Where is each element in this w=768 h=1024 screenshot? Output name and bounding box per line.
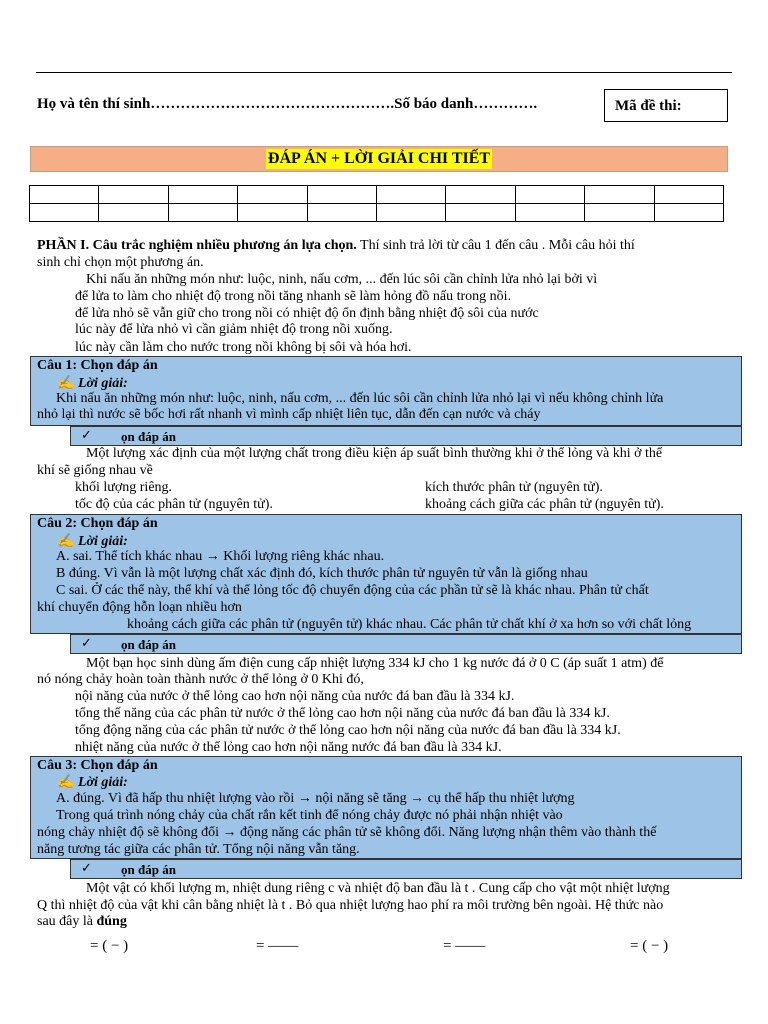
q3-solution-box — [30, 756, 742, 859]
q2-solution-header — [57, 533, 128, 550]
candidate-info-line: Họ và tên thí sinh………………………………………….Số báo danh…………. — [37, 96, 538, 112]
check-icon: ✓ — [81, 860, 92, 875]
q3-stem-1: Một bạn học sinh dùng ấm điện cung cấp nhiệt lượng 334 kJ cho 1 kg nước đá ở 0 C (áp suất 1 atm) để — [86, 656, 664, 671]
q3-solution-2: Trong quá trình nóng chảy của chất rắn kết tinh để nóng chảy được nó phải nhận nhiệt vào — [56, 808, 563, 823]
q3-option-b: tổng thế năng của các phân tử nước ở thể lỏng cao hơn nội năng của nước đá ban đầu là 334 kJ. — [75, 706, 610, 721]
exam-code-box: Mã đề thi: — [604, 89, 728, 122]
q1-solution-1: Khi nấu ăn những món như: luộc, ninh, nấu cơm, ... đến lúc sôi cần chỉnh lửa nhỏ lại vì nếu không chỉnh lửa — [56, 391, 664, 406]
answer-banner — [30, 146, 728, 172]
q4-option-c-formula: = —— — [443, 938, 486, 954]
q4-stem-emphasis: đúng — [96, 914, 127, 929]
q3-solution-4: năng tương tác giữa các phân tử. Tổng nội năng vẫn tăng. — [37, 842, 360, 857]
q2-solution-box — [30, 514, 742, 634]
pen-icon: ✍ — [57, 534, 75, 549]
q3-title: Câu 3: Chọn đáp án — [37, 758, 158, 773]
q1-solution-label: Lời giải: — [77, 376, 128, 391]
q1-answer-row — [70, 426, 742, 446]
q3-stem-2: nó nóng chảy hoàn toàn thành nước ở thể lỏng ở 0 Khi đó, — [37, 672, 364, 687]
q2-solution-2: B đúng. Vì vẫn là một lượng chất xác định đó, kích thước phân tử nguyên tử vẫn là giống nhau — [56, 566, 588, 581]
pen-icon: ✍ — [57, 376, 75, 391]
q2-stem-1: Một lượng xác định của một lượng chất trong điều kiện áp suất bình thường khi ở thể lỏng và khi ở thể — [86, 446, 663, 461]
q4-option-d-formula: = ( − ) — [630, 938, 669, 954]
q2-option-d: khoảng cách giữa các phân tử (nguyên tử). — [425, 497, 664, 512]
q1-option-d: lúc này cần làm cho nước trong nồi không bị sôi và hóa hơi. — [75, 340, 412, 355]
q3-option-d: nhiệt năng của nước ở thể lỏng cao hơn nội năng nước đá ban đầu là 334 kJ. — [75, 740, 502, 755]
q1-answer-label: ọn đáp án — [121, 429, 176, 444]
q1-solution-2: nhỏ lại thì nước sẽ bốc hơi rất nhanh vì mình cấp nhiệt liên tục, dẫn đến cạn nước và cháy — [37, 407, 541, 422]
q1-solution-box — [30, 356, 742, 426]
q3-solution-3: nóng chảy nhiệt độ sẽ không đổi → động năng các phân tử sẽ không đổi. Năng lượng nhận thêm vào thành thế — [37, 825, 657, 840]
q4-stem-2: Q thì nhiệt độ của vật khi cân bằng nhiệt là t . Bỏ qua nhiệt lượng hao phí ra môi trường bên ngoài. Hệ thức nào — [37, 898, 664, 913]
q3-answer-row — [70, 859, 742, 879]
q1-stem: Khi nấu ăn những món như: luộc, ninh, nấu cơm, ... đến lúc sôi cần chỉnh lửa nhỏ lại bởi vì — [86, 272, 598, 287]
q1-title: Câu 1: Chọn đáp án — [37, 358, 158, 373]
q2-solution-label: Lời giải: — [77, 534, 128, 549]
part1-instructions: Thí sinh trả lời từ câu 1 đến câu . Mỗi câu hỏi thí — [356, 238, 635, 253]
q2-solution-4: khí chuyển động hỗn loạn nhiều hơn — [37, 600, 242, 615]
q1-solution-header — [57, 375, 128, 392]
q3-answer-label: ọn đáp án — [121, 862, 176, 877]
q2-option-c: tốc độ của các phân tử (nguyên tử). — [75, 497, 273, 512]
q3-solution-1: A. đúng. Vì đã hấp thu nhiệt lượng vào rồi → nội năng sẽ tăng → cụ thể hấp thu nhiệt lượng — [56, 791, 575, 806]
q2-answer-label: ọn đáp án — [121, 637, 176, 652]
q2-title: Câu 2: Chọn đáp án — [37, 516, 158, 531]
part1-intro-2: sinh chỉ chọn một phương án. — [37, 255, 204, 270]
q4-stem-end: sau đây là — [37, 914, 97, 929]
q2-option-b: kích thước phân tử (nguyên tử). — [425, 480, 603, 495]
q2-solution-1: A. sai. Thể tích khác nhau → Khối lượng riêng khác nhau. — [56, 549, 385, 564]
banner-title: ĐÁP ÁN + LỜI GIẢI CHI TIẾT — [267, 150, 491, 167]
q4-stem-3 — [37, 914, 127, 930]
q1-option-a: để lửa to làm cho nhiệt độ trong nồi tăng nhanh sẽ làm hỏng đồ nấu trong nồi. — [75, 289, 512, 304]
q2-stem-2: khí sẽ giống nhau về — [37, 463, 153, 478]
q3-option-c: tổng động năng của các phân tử nước ở thể lỏng cao hơn nội năng của nước đá ban đầu là 334 kJ. — [75, 723, 621, 738]
q1-option-b: để lửa nhỏ sẽ vẫn giữ cho trong nồi có nhiệt độ ổn định bằng nhiệt độ sôi của nước — [75, 306, 539, 321]
q2-option-a: khối lượng riêng. — [75, 480, 173, 495]
pen-icon: ✍ — [57, 775, 75, 790]
top-rule — [36, 72, 732, 73]
q3-solution-header — [57, 774, 128, 791]
q3-option-a: nội năng của nước ở thể lỏng cao hơn nội năng của nước đá ban đầu là 334 kJ. — [75, 689, 515, 704]
q4-option-b-formula: = —— — [256, 938, 299, 954]
q1-option-c: lúc này để lửa nhỏ vì cần giảm nhiệt độ trong nồi xuống. — [75, 322, 393, 337]
q2-solution-5: khoảng cách giữa các phân tử (nguyên tử) khác nhau. Các phân tử chất khí ở xa hơn so với chất lỏng — [127, 617, 692, 632]
q4-option-a-formula: = ( − ) — [90, 938, 129, 954]
part1-heading: PHẦN I. Câu trắc nghiệm nhiều phương án lựa chọn. — [37, 238, 357, 253]
q3-solution-label: Lời giải: — [77, 775, 128, 790]
q2-solution-3: C sai. Ở các thể này, thể khí và thể lỏng tốc độ chuyển động của các phần tử sẽ là khác nhau. Phân tử chất — [56, 583, 649, 598]
answer-grid — [29, 185, 724, 222]
check-icon: ✓ — [81, 635, 92, 650]
part1-intro — [37, 238, 635, 254]
check-icon: ✓ — [81, 427, 92, 442]
q4-stem-1: Một vật có khối lượng m, nhiệt dung riêng c và nhiệt độ ban đầu là t . Cung cấp cho vật một nhiệt lượng — [86, 881, 670, 896]
q2-answer-row — [70, 634, 742, 654]
